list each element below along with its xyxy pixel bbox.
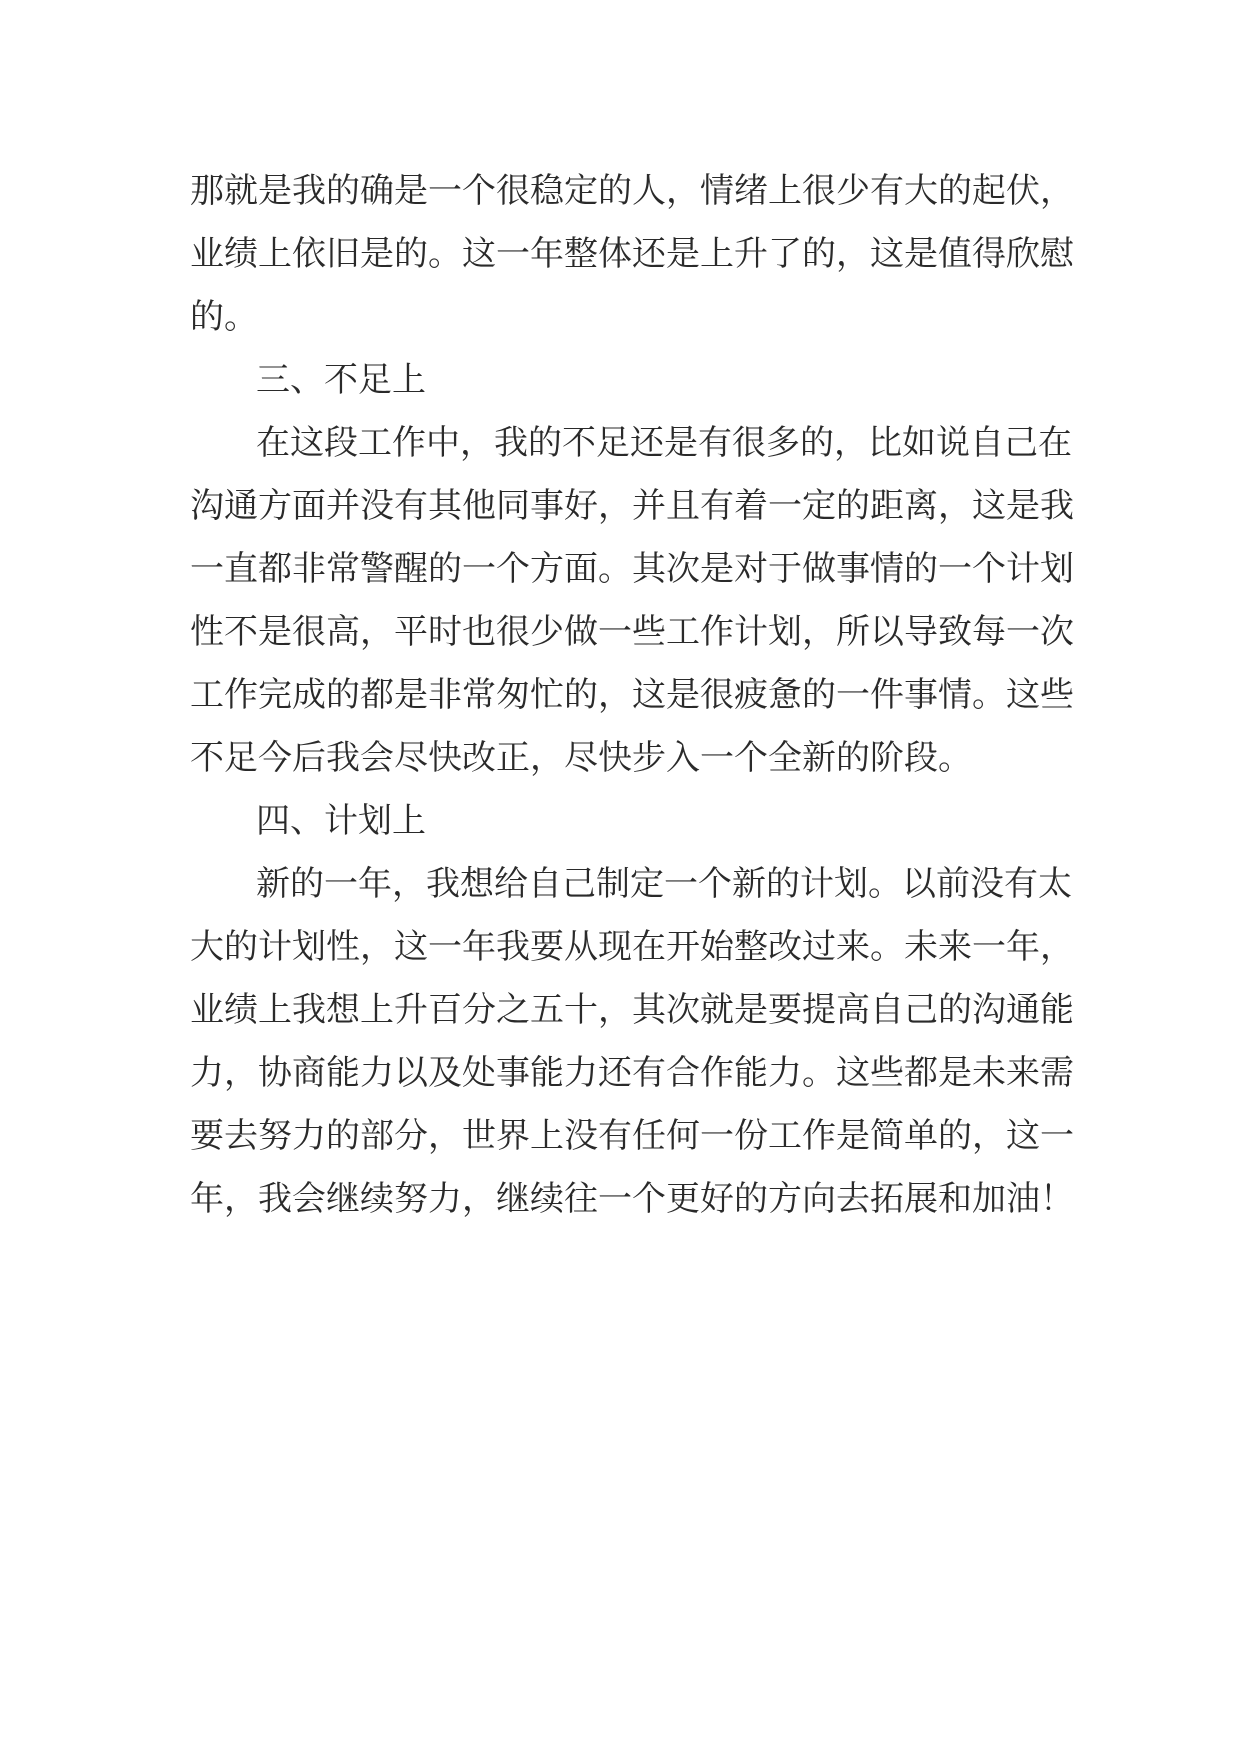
text-line: 性不是很高，平时也很少做一些工作计划，所以导致每一次 — [190, 612, 1074, 652]
text-line: 在这段工作中，我的不足还是有很多的，比如说自己在 — [256, 423, 1072, 463]
text-line: 力，协商能力以及处事能力还有合作能力。这些都是未来需 — [190, 1053, 1074, 1093]
text-line: 的。 — [190, 297, 258, 337]
text-line: 那就是我的确是一个很稳定的人，情绪上很少有大的起伏， — [190, 171, 1074, 211]
text-line: 大的计划性，这一年我要从现在开始整改过来。未来一年， — [190, 927, 1074, 967]
text-line: 要去努力的部分，世界上没有任何一份工作是简单的，这一 — [190, 1116, 1074, 1156]
text-line: 业绩上我想上升百分之五十，其次就是要提高自己的沟通能 — [190, 990, 1074, 1030]
text-line: 工作完成的都是非常匆忙的，这是很疲惫的一件事情。这些 — [190, 675, 1074, 715]
document-body — [190, 160, 1074, 1231]
text-line: 沟通方面并没有其他同事好，并且有着一定的距离，这是我 — [190, 486, 1074, 526]
text-line: 一直都非常警醒的一个方面。其次是对于做事情的一个计划 — [190, 549, 1074, 589]
section-heading: 三、不足上 — [256, 360, 426, 400]
text-line: 年，我会继续努力，继续往一个更好的方向去拓展和加油！ — [190, 1179, 1074, 1219]
section-heading: 四、计划上 — [256, 801, 426, 841]
text-line: 业绩上依旧是的。这一年整体还是上升了的，这是值得欣慰 — [190, 234, 1074, 274]
text-line: 新的一年，我想给自己制定一个新的计划。以前没有太 — [256, 864, 1072, 904]
text-line: 不足今后我会尽快改正，尽快步入一个全新的阶段。 — [190, 738, 972, 778]
